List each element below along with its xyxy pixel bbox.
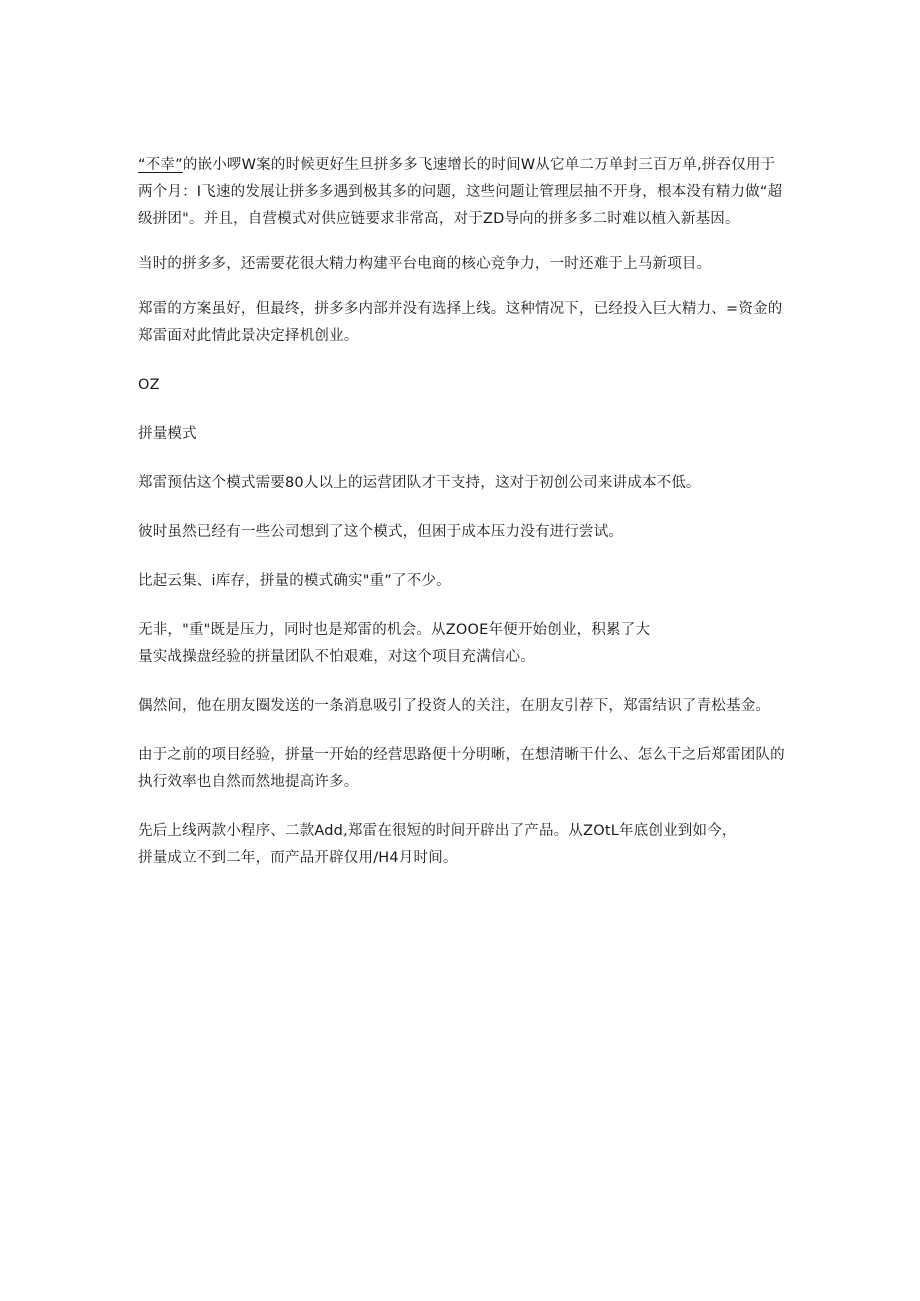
paragraph-12-line-1: 先后上线两款小程序、二款Add,郑雷在很短的时间开辟出了产品。从ZOtL年底创业到如今， — [138, 823, 737, 839]
paragraph-9-line-2: 量实战操盘经验的拼量团队不怕艰难，对这个项目充满信心。 — [138, 649, 535, 665]
paragraph-11: 由于之前的项目经验，拼量一开始的经营思路便十分明晰，在想清晰干什么、怎么干之后郑雷团队的执行效率也自然而然地提高许多。 — [138, 747, 785, 790]
paragraph-2: 当时的拼多多，还需要花很大精力构建平台电商的核心竞争力，一时还难于上马新项目。 — [138, 256, 712, 272]
paragraph-10: 偶然间，他在朋友圈发送的一条消息吸引了投资人的关注，在朋友引荐下，郑雷结识了青松基金。 — [138, 698, 771, 714]
section-heading: 拼量模式 — [138, 426, 197, 442]
paragraph-3: 郑雷的方案虽好，但最终，拼多多内部并没有选择上线。这种情况下，已经投入巨大精力、=资金的郑雷面对此情此景决定择机创业。 — [138, 301, 783, 344]
paragraph-12-line-2: 拼量成立不到二年，而产品开辟仅用/H4月时间。 — [138, 850, 458, 866]
paragraph-8: 比起云集、i库存，拼量的模式确实"重”了不少。 — [138, 573, 451, 589]
paragraph-6: 郑雷预估这个模式需要80人以上的运营团队才干支持，这对于初创公司来讲成本不低。 — [138, 475, 701, 491]
section-marker: OZ — [138, 377, 160, 393]
document-body — [138, 152, 786, 872]
paragraph-7: 彼时虽然已经有一些公司想到了这个模式，但困于成本压力没有进行尝试。 — [138, 524, 624, 540]
quoted-lead: “不幸” — [138, 157, 183, 173]
paragraph-12 — [138, 818, 786, 872]
paragraph-9-line-1: 无非，"重"既是压力，同时也是郑雷的机会。从ZOOE年便开始创业，积累了大 — [138, 622, 651, 638]
paragraph-9 — [138, 617, 786, 671]
paragraph-1 — [138, 152, 786, 233]
paragraph-1-text: 的嵌小啰W案的时候更好生旦拼多多飞速增长的时间W从它单二万单封三百万单,拼吞仅用于两个月：I飞速的发展让拼多多遇到极其多的问题，这些问题让管理层抽不开身，根本没有精力做“超级拼团"。并且，自营模式对供应链要求非常高，对于ZD导向的拼多多二时难以植入新基因。 — [138, 157, 783, 227]
